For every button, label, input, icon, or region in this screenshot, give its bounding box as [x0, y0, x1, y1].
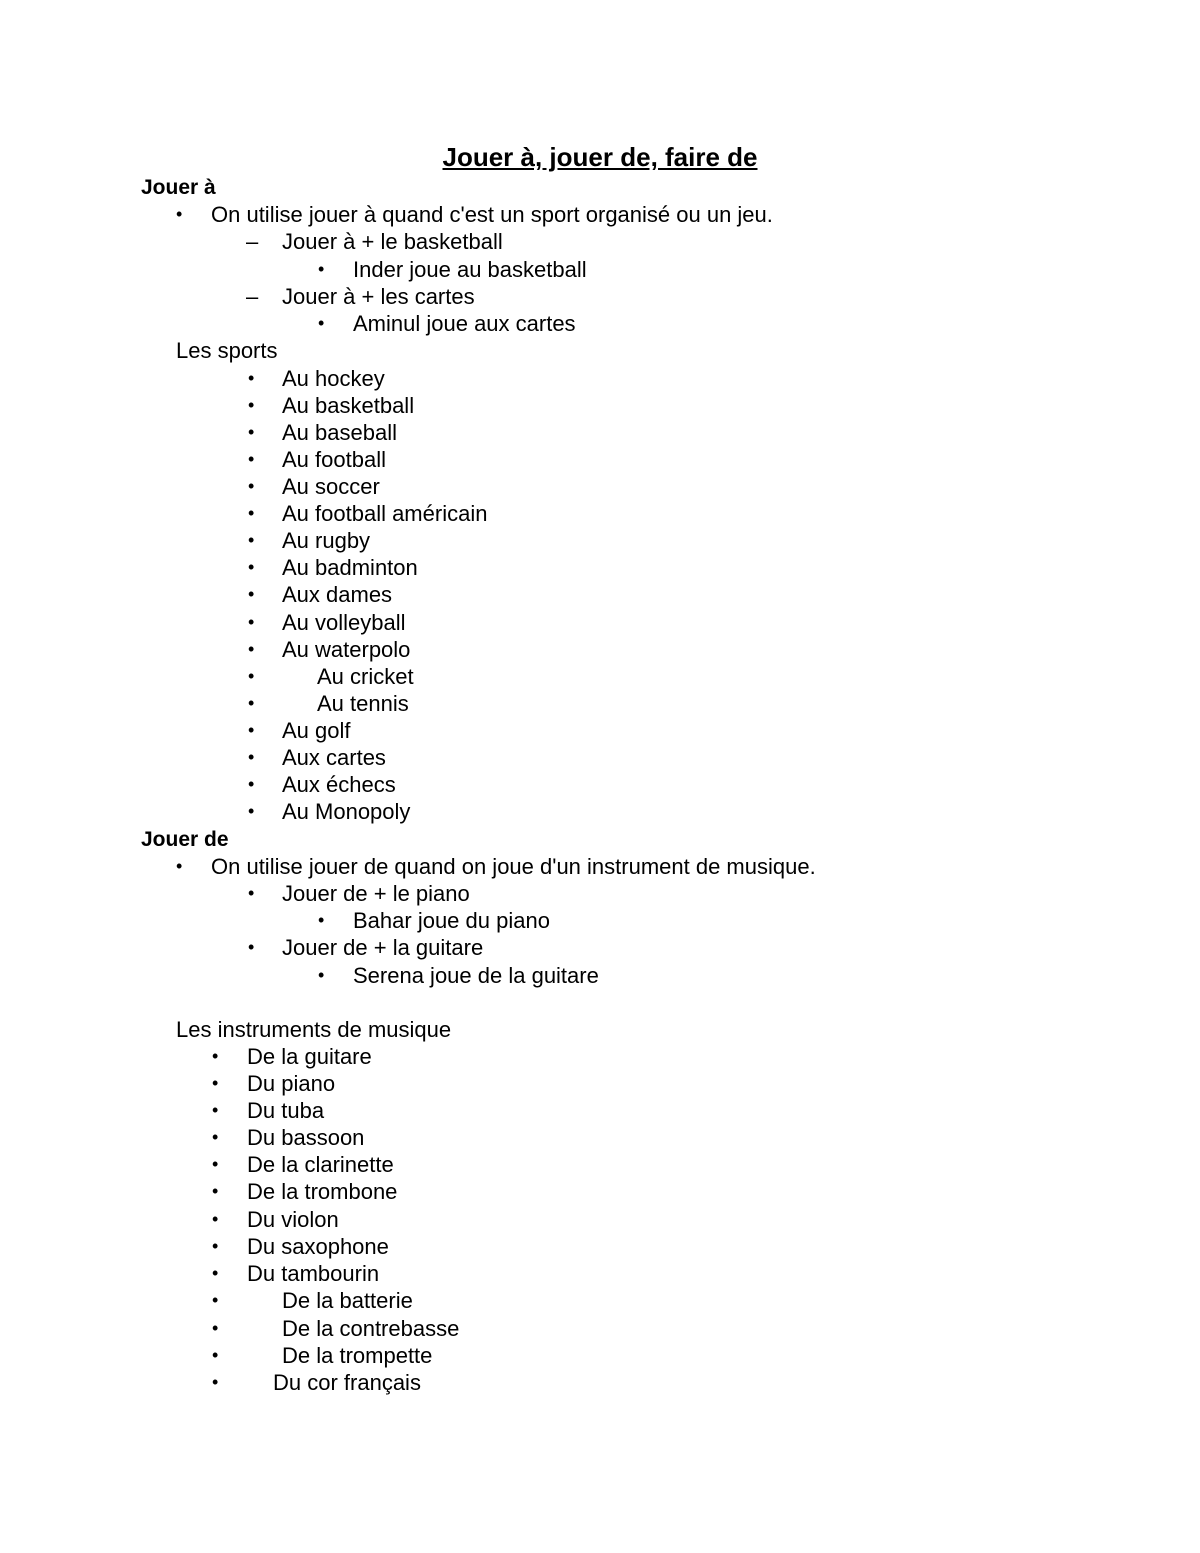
list-item: Au tennis	[317, 691, 409, 716]
example-jouer-a-cartes: Aminul joue aux cartes	[353, 311, 576, 336]
list-item: Au football américain	[282, 501, 488, 526]
bullet-icon: •	[248, 774, 255, 794]
bullet-icon: •	[248, 422, 255, 442]
intro-jouer-a: On utilise jouer à quand c'est un sport organisé ou un jeu.	[211, 202, 773, 227]
list-item: Aux cartes	[282, 745, 386, 770]
intro-jouer-de: On utilise jouer de quand on joue d'un instrument de musique.	[211, 854, 816, 879]
bullet-icon: •	[318, 910, 325, 930]
list-item: De la trombone	[247, 1179, 398, 1204]
list-item: Au waterpolo	[282, 637, 411, 662]
bullet-icon: •	[248, 530, 255, 550]
bullet-icon: •	[212, 1236, 219, 1256]
rule-jouer-a-cartes: Jouer à + les cartes	[282, 284, 475, 309]
dash-icon: –	[246, 284, 259, 309]
list-item: Au soccer	[282, 474, 380, 499]
bullet-icon: •	[212, 1154, 219, 1174]
list-item: Du saxophone	[247, 1234, 389, 1259]
section-heading-jouer-de: Jouer de	[141, 828, 229, 851]
list-item: De la guitare	[247, 1044, 372, 1069]
bullet-icon: •	[248, 720, 255, 740]
bullet-icon: •	[212, 1372, 219, 1392]
bullet-icon: •	[248, 693, 255, 713]
rule-jouer-de-piano: Jouer de + le piano	[282, 881, 470, 906]
list-item: Au rugby	[282, 528, 371, 553]
list-item: De la batterie	[282, 1288, 413, 1313]
bullet-icon: •	[248, 801, 255, 821]
list-item: Du tambourin	[247, 1261, 380, 1286]
list-item: Au cricket	[317, 664, 414, 689]
list-item: Au baseball	[282, 420, 397, 445]
list-item: De la clarinette	[247, 1152, 394, 1177]
bullet-icon: •	[176, 204, 183, 224]
bullet-icon: •	[248, 639, 255, 659]
bullet-icon: •	[212, 1290, 219, 1310]
bullet-icon: •	[248, 747, 255, 767]
list-item: Au badminton	[282, 555, 418, 580]
rule-jouer-de-guitare: Jouer de + la guitare	[282, 935, 484, 960]
list-heading-instruments: Les instruments de musique	[176, 1017, 452, 1042]
page-title: Jouer à, jouer de, faire de	[442, 142, 758, 172]
list-item: Au hockey	[282, 366, 385, 391]
bullet-icon: •	[248, 557, 255, 577]
bullet-icon: •	[318, 965, 325, 985]
list-item: Du piano	[247, 1071, 336, 1096]
bullet-icon: •	[212, 1181, 219, 1201]
bullet-icon: •	[212, 1127, 219, 1147]
bullet-icon: •	[318, 313, 325, 333]
section-heading-jouer-a: Jouer à	[141, 176, 216, 199]
list-item: Du bassoon	[247, 1125, 365, 1150]
bullet-icon: •	[248, 612, 255, 632]
list-item: Au football	[282, 447, 386, 472]
list-item: Du cor français	[273, 1370, 421, 1395]
bullet-icon: •	[212, 1345, 219, 1365]
list-item: Du tuba	[247, 1098, 325, 1123]
bullet-icon: •	[248, 503, 255, 523]
list-item: De la trompette	[282, 1343, 433, 1368]
bullet-icon: •	[248, 584, 255, 604]
bullet-icon: •	[248, 666, 255, 686]
list-item: Aux échecs	[282, 772, 396, 797]
example-jouer-de-piano: Bahar joue du piano	[353, 908, 550, 933]
bullet-icon: •	[212, 1100, 219, 1120]
bullet-icon: •	[212, 1263, 219, 1283]
list-item: Aux dames	[282, 582, 393, 607]
list-item: Du violon	[247, 1207, 339, 1232]
bullet-icon: •	[248, 395, 255, 415]
bullet-icon: •	[212, 1209, 219, 1229]
example-jouer-a-basketball: Inder joue au basketball	[353, 257, 587, 282]
bullet-icon: •	[212, 1318, 219, 1338]
bullet-icon: •	[176, 856, 183, 876]
rule-jouer-a-basketball: Jouer à + le basketball	[282, 229, 503, 254]
list-item: Au Monopoly	[282, 799, 411, 824]
list-item: Au golf	[282, 718, 351, 743]
bullet-icon: •	[248, 476, 255, 496]
dash-icon: –	[246, 229, 259, 254]
list-item: Au basketball	[282, 393, 415, 418]
list-item: De la contrebasse	[282, 1316, 460, 1341]
bullet-icon: •	[248, 449, 255, 469]
bullet-icon: •	[318, 259, 325, 279]
bullet-icon: •	[248, 883, 255, 903]
example-jouer-de-guitare: Serena joue de la guitare	[353, 963, 599, 988]
list-heading-sports: Les sports	[176, 338, 278, 363]
bullet-icon: •	[212, 1073, 219, 1093]
bullet-icon: •	[248, 937, 255, 957]
bullet-icon: •	[212, 1046, 219, 1066]
list-item: Au volleyball	[282, 610, 406, 635]
bullet-icon: •	[248, 368, 255, 388]
